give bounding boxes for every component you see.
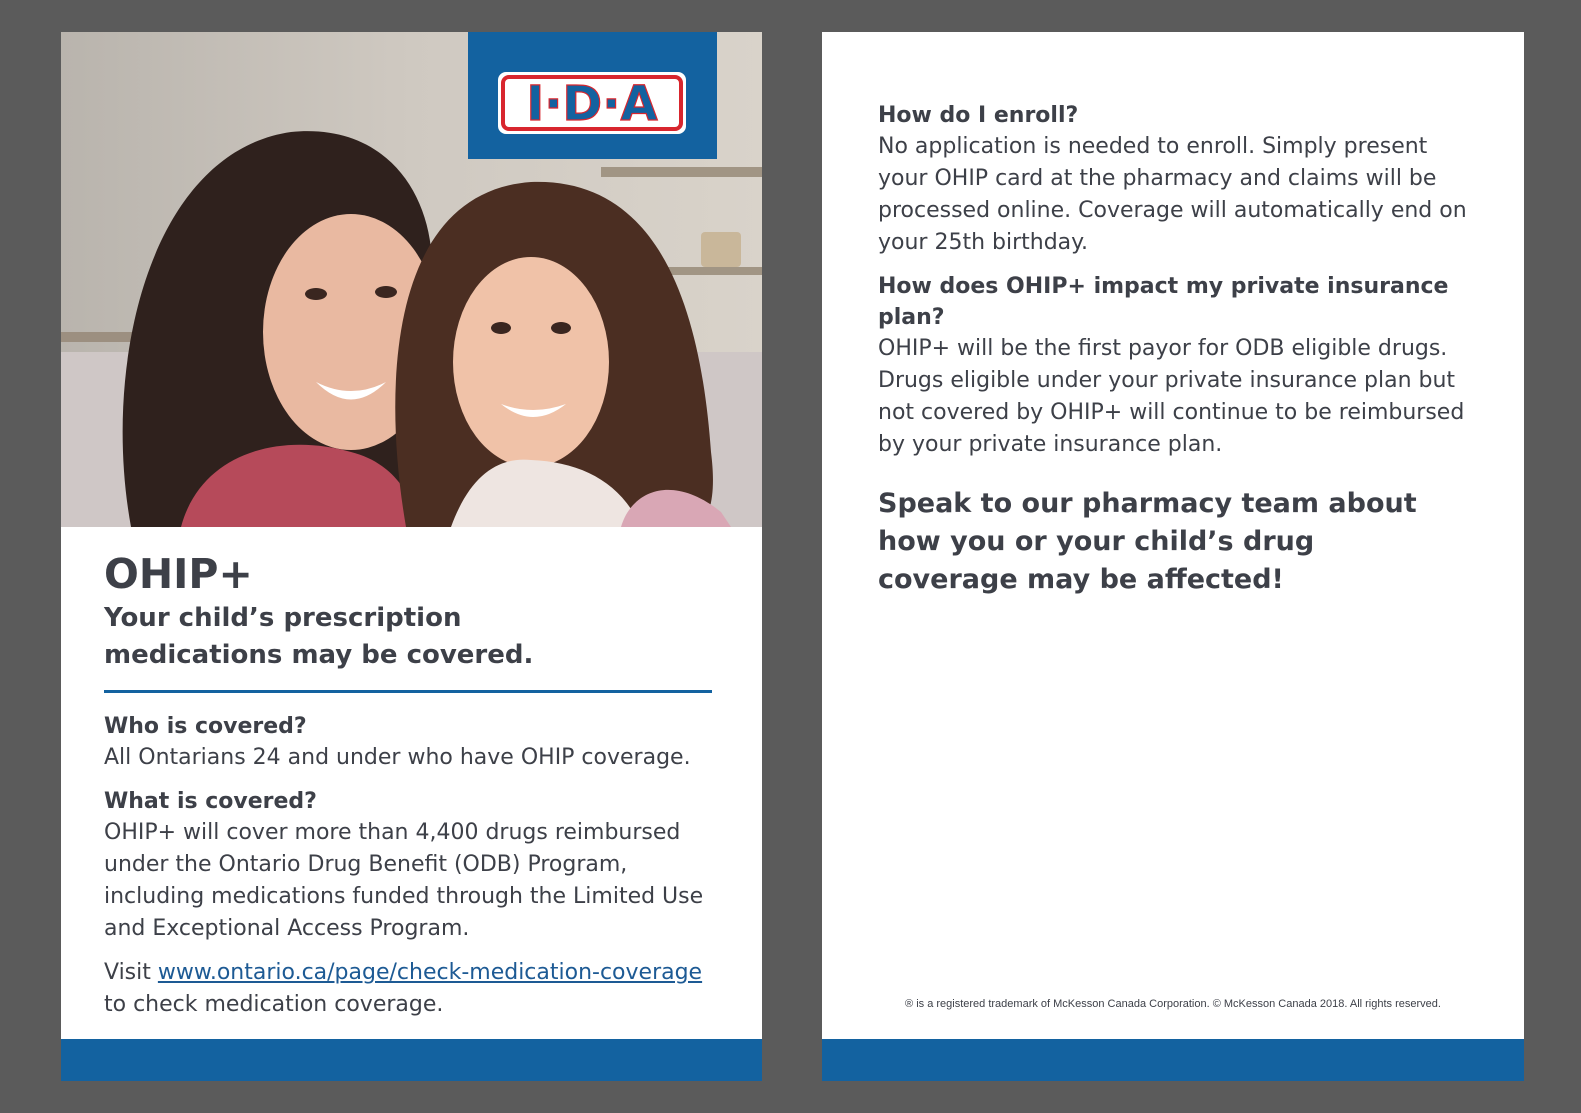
question-what-covered: What is covered?	[104, 789, 317, 815]
visit-suffix: to check medication coverage.	[104, 992, 444, 1018]
visit-line	[104, 957, 714, 1021]
back-card	[822, 32, 1524, 1081]
answer-who-covered: All Ontarians 24 and under who have OHIP coverage.	[104, 745, 691, 771]
question-who-covered: Who is covered?	[104, 714, 307, 740]
answer-enroll: No application is needed to enroll. Simply present your OHIP card at the pharmacy and claims will be processed online. Coverage will automatically end on your 25th birthday.	[878, 134, 1467, 255]
question-private-insurance: How does OHIP+ impact my private insurance plan?	[878, 274, 1449, 330]
front-footer-bar	[61, 1039, 762, 1081]
front-card	[61, 32, 762, 1081]
front-text	[104, 552, 714, 1033]
page-title: OHIP+	[104, 550, 253, 598]
answer-what-covered: OHIP+ will cover more than 4,400 drugs reimbursed under the Ontario Drug Benefit (ODB) Program, including medications funded through the Limited Use and Exceptional Access Program.	[104, 820, 704, 942]
ida-logo	[468, 32, 717, 159]
call-to-action: Speak to our pharmacy team about how you or your child’s drug coverage may be affected!	[878, 488, 1417, 595]
logo-text: I·D·A	[526, 76, 658, 132]
answer-private-insurance: OHIP+ will be the first payor for ODB eligible drugs. Drugs eligible under your private insurance plan but not covered by OHIP+ will continue to be reimbursed by your private insurance plan.	[878, 336, 1465, 457]
subtitle: Your child’s prescription medications may be covered.	[104, 603, 534, 671]
back-footer-bar	[822, 1039, 1524, 1081]
visit-prefix: Visit	[104, 960, 158, 986]
divider	[104, 690, 712, 693]
coverage-link[interactable]: www.ontario.ca/page/check-medication-coverage	[157, 960, 703, 986]
legal-notice: ® is a registered trademark of McKesson Canada Corporation. © McKesson Canada 2018. All rights reserved.	[905, 998, 1441, 1010]
question-enroll: How do I enroll?	[878, 103, 1079, 128]
back-text	[878, 100, 1478, 599]
